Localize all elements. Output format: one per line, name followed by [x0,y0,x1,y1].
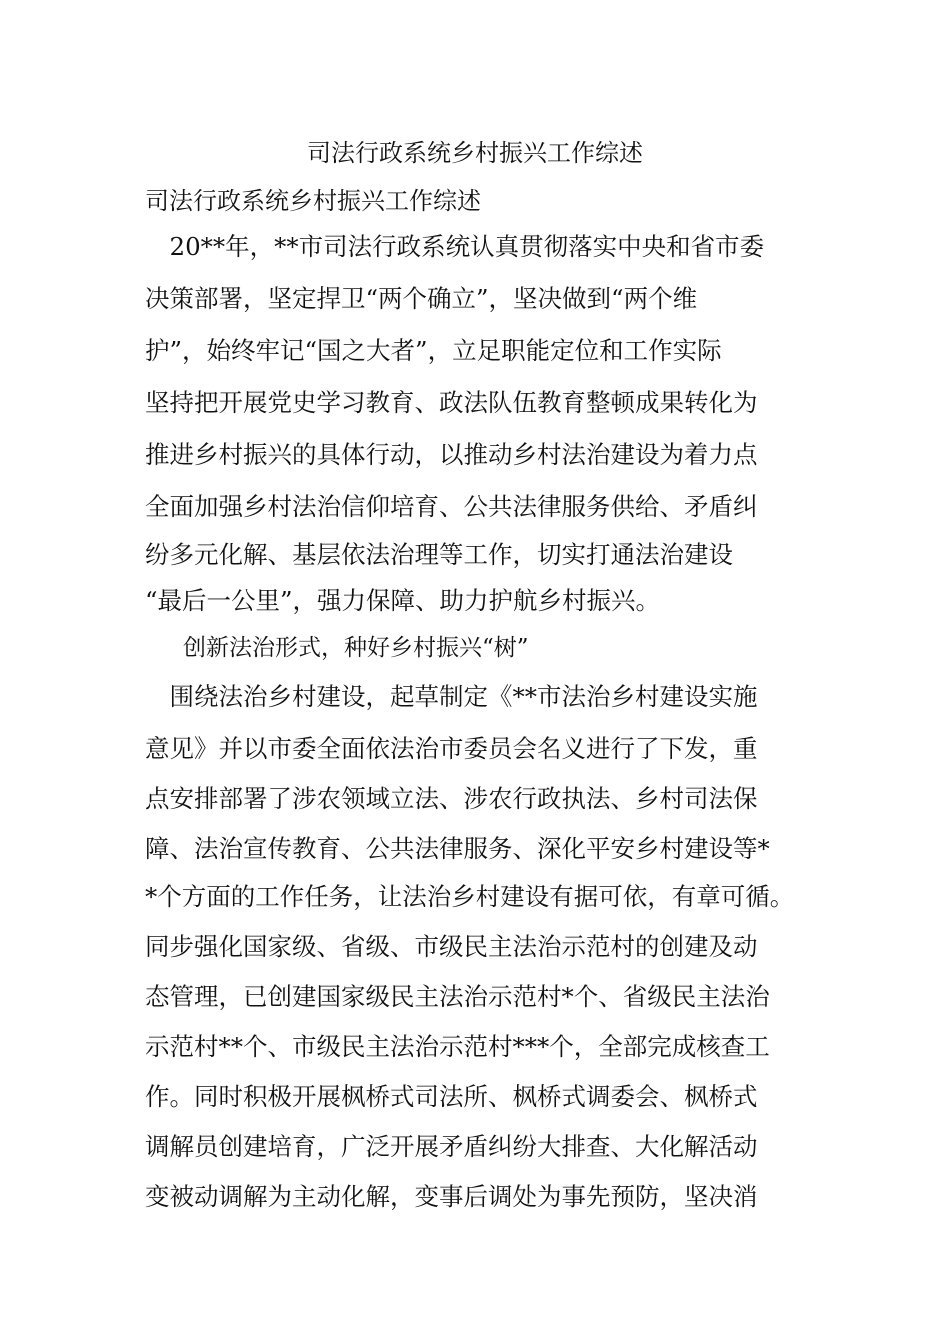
paragraph-line: 调解员创建培育，广泛开展矛盾纠纷大排查、大化解活动 [145,1132,758,1161]
paragraph-line: 决策部署，坚定捍卫“两个确立”，坚决做到“两个维 [145,284,698,313]
paragraph-line: 20**年，**市司法行政系统认真贯彻落实中央和省市委 [145,232,765,261]
document-heading: 司法行政系统乡村振兴工作综述 [145,187,481,215]
paragraph-line: 推进乡村振兴的具体行动，以推动乡村法治建设为着力点 [145,440,758,469]
paragraph-line: 作。同时积极开展枫桥式司法所、枫桥式调委会、枫桥式 [145,1082,758,1111]
document-title: 司法行政系统乡村振兴工作综述 [307,139,643,167]
paragraph-line: 态管理，已创建国家级民主法治示范村*个、省级民主法治 [145,982,770,1011]
paragraph-line: 纷多元化解、基层依法治理等工作，切实打通法治建设 [145,540,733,569]
subheading-1: 创新法治形式，种好乡村振兴“树” [183,635,529,661]
paragraph-line: “最后一公里”，强力保障、助力护航乡村振兴。 [145,586,661,615]
paragraph-line: 护”，始终牢记“国之大者”，立足职能定位和工作实际 [145,336,722,365]
paragraph-line: 示范村**个、市级民主法治示范村***个，全部完成核查工 [145,1032,770,1061]
paragraph-line: 障、法治宣传教育、公共法律服务、深化平安乡村建设等* [145,834,770,863]
paragraph-line: 全面加强乡村法治信仰培育、公共法律服务供给、矛盾纠 [145,492,758,521]
paragraph-line: 同步强化国家级、省级、市级民主法治示范村的创建及动 [145,932,758,961]
paragraph-line: 点安排部署了涉农领域立法、涉农行政执法、乡村司法保 [145,784,758,813]
paragraph-line: 变被动调解为主动化解，变事后调处为事先预防，坚决消 [145,1182,758,1211]
paragraph-line: *个方面的工作任务，让法治乡村建设有据可依，有章可循。 [145,882,795,911]
paragraph-line: 坚持把开展党史学习教育、政法队伍教育整顿成果转化为 [145,388,758,417]
paragraph-line: 意见》并以市委全面依法治市委员会名义进行了下发，重 [145,734,758,763]
paragraph-line: 围绕法治乡村建设，起草制定《**市法治乡村建设实施 [145,682,758,711]
